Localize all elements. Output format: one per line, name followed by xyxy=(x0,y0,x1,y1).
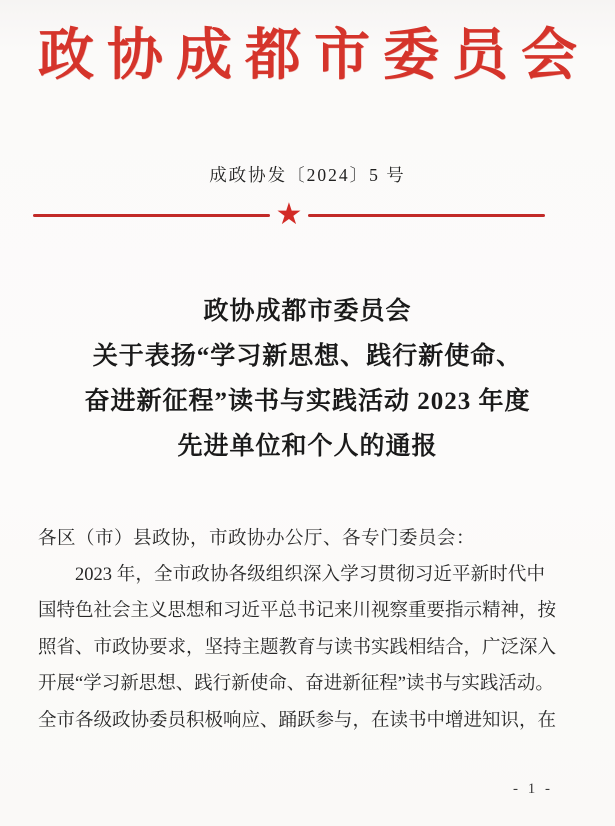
red-rule-left xyxy=(33,214,270,217)
masthead-title: 政协成都市委员会 xyxy=(38,25,590,87)
body-line: 照省、市政协要求，坚持主题教育与读书实践相结合，广泛深入 xyxy=(38,637,557,658)
document-title-line-3: 奋进新征程”读书与实践活动 2023 年度 xyxy=(84,387,531,415)
document-title xyxy=(0,289,615,469)
scanned-document-page xyxy=(0,26,615,826)
document-number: 成政协发〔2024〕5 号 xyxy=(209,164,406,185)
red-rule-divider xyxy=(33,197,545,231)
red-rule-right xyxy=(308,214,545,217)
page-number: - 1 - xyxy=(513,781,553,797)
body-line: 国特色社会主义思想和习近平总书记来川视察重要指示精神，按 xyxy=(38,601,557,622)
salutation-line: 各区（市）县政协，市政协办公厅、各专门委员会： xyxy=(38,528,476,549)
document-title-line-2: 关于表扬“学习新思想、践行新使命、 xyxy=(92,342,523,370)
document-body xyxy=(38,521,557,739)
body-line: 2023 年，全市政协各级组织深入学习贯彻习近平新时代中 xyxy=(75,565,545,585)
document-title-line-1: 政协成都市委员会 xyxy=(203,297,412,325)
body-line: 开展“学习新思想、践行新使命、奋进新征程”读书与实践活动。 xyxy=(38,674,554,695)
star-icon: ★ xyxy=(275,197,303,231)
body-line: 全市各级政协委员积极响应、踊跃参与，在读书中增进知识，在 xyxy=(38,710,557,731)
document-title-line-4: 先进单位和个人的通报 xyxy=(177,432,438,460)
